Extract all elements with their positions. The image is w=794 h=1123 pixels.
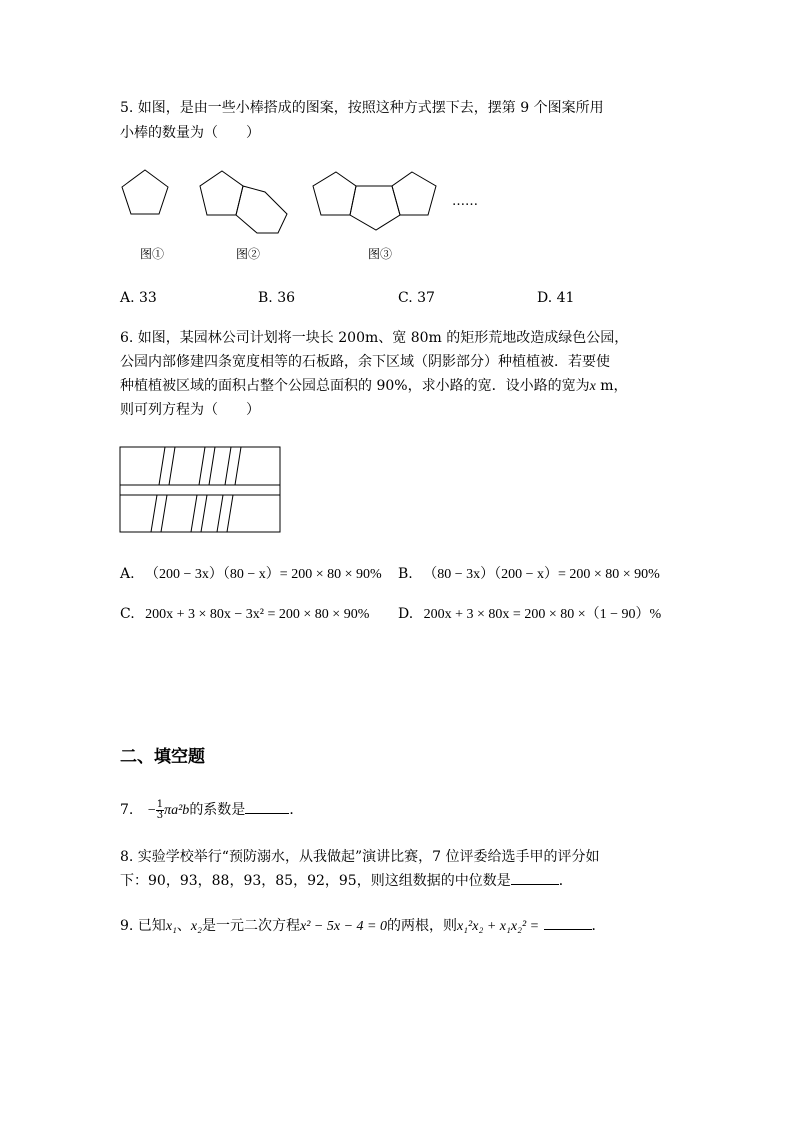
- q7: 7. − $\frac{1}{3}$ πa²b的系数是 ．: [120, 798, 304, 821]
- pentagon-figure-2a: [200, 171, 243, 215]
- q6-option-a: A. （200 − 3x）（80 − x）= 200 × 80 × 90%: [120, 566, 382, 582]
- q7-fraction: $\frac{1}{3}$: [156, 798, 164, 821]
- q6-park-diagram: [119, 446, 283, 534]
- q5-line2: 小棒的数量为（ ）: [120, 125, 260, 141]
- q8-answer-blank[interactable]: [511, 870, 559, 885]
- q6-line2: 公园内部修建四条宽度相等的石板路，余下区域（阴影部分）种植植被．若要使: [120, 354, 610, 370]
- pentagon-figure-1: [122, 170, 168, 214]
- park-border: [120, 447, 280, 532]
- section-title: 二、填空题: [120, 747, 205, 767]
- q6-option-d: D. 200x + 3 × 80x = 200 × 80 ×（1 − 90）%: [398, 606, 662, 622]
- ellipsis: ……: [452, 194, 478, 209]
- q6-line4: 则可列方程为（ ）: [120, 402, 260, 418]
- q5-option-d: D. 41: [537, 290, 575, 306]
- q6-line1: 6. 如图，某园林公司计划将一块长 200m、宽 80m 的矩形荒地改造成绿色公园，: [120, 330, 629, 346]
- q5-option-a: A. 33: [120, 290, 157, 306]
- q6-option-c: C. 200x + 3 × 80x − 3x² = 200 × 80 × 90%: [120, 606, 370, 622]
- q8-line1: 8. 实验学校举行“预防溺水，从我做起”演讲比赛，7 位评委给选手甲的评分如: [120, 849, 600, 865]
- q6-option-b: B. （80 − 3x）（200 − x）= 200 × 80 × 90%: [398, 566, 660, 582]
- q5-line1: 5. 如图，是由一些小棒搭成的图案，按照这种方式摆下去，摆第 9 个图案所用: [120, 100, 604, 116]
- caption-fig2: 图②: [236, 247, 261, 261]
- q6-line3: 种植植被区域的面积占整个公园总面积的 90%，求小路的宽．设小路的宽为x m，: [120, 378, 628, 394]
- pentagon-figure-3b: [350, 186, 400, 230]
- q8-line2: 下：90，93，88，93，85，92，95，则这组数据的中位数是 ．: [120, 869, 573, 893]
- caption-fig1: 图①: [140, 247, 165, 261]
- q5-option-c: C. 37: [398, 290, 435, 306]
- caption-fig3: 图③: [368, 247, 393, 261]
- q5-figures: [112, 162, 502, 242]
- pentagon-figure-3c: [392, 172, 436, 215]
- pentagon-figure-3a: [313, 172, 356, 215]
- pentagon-figure-2b: [236, 186, 287, 233]
- q9-answer-blank[interactable]: [544, 915, 592, 930]
- q5-option-b: B. 36: [258, 290, 296, 306]
- q7-answer-blank[interactable]: [245, 799, 289, 814]
- q9: 9. 已知x₁、x₂是一元二次方程x² − 5x − 4 = 0的两根，则x₁²x₂ + x₁x₂² = ．: [120, 914, 606, 939]
